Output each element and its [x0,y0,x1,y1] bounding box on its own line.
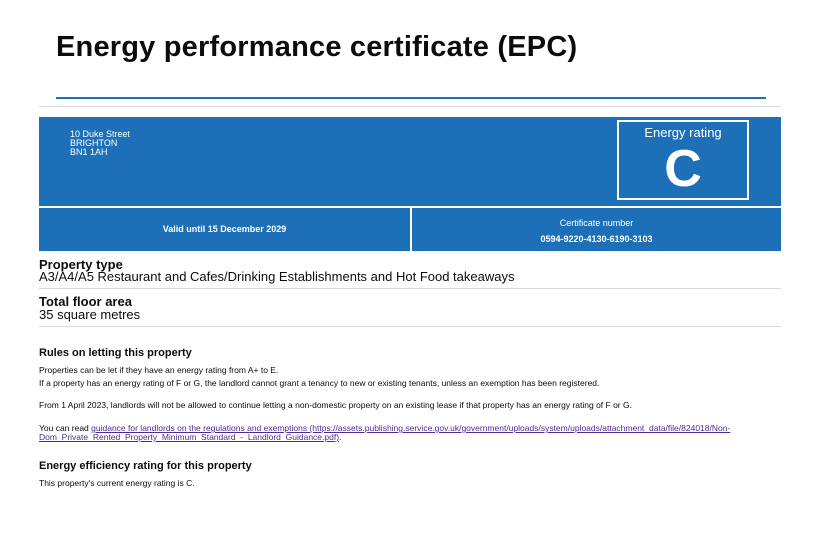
letting-rule-paragraph: Properties can be let if they have an energy rating from A+ to E. [39,365,279,375]
guidance-paragraph [39,424,759,442]
floor-area-heading: Total floor area [39,294,132,309]
efficiency-rating-heading: Energy efficiency rating for this property [39,460,252,472]
letting-rules-heading: Rules on letting this property [39,347,192,359]
epc-summary-banner [39,117,781,251]
section-divider [39,288,781,289]
address-line: BRIGHTON [70,138,118,148]
property-type-heading: Property type [39,257,123,272]
section-divider [39,326,781,327]
letting-rule-paragraph: If a property has an energy rating of F or G, the landlord cannot grant a tenancy to new or existing tenants, unless an exemption has been registered. [39,378,600,388]
property-address [70,130,130,157]
landlord-guidance-link[interactable]: guidance for landlords on the regulations and exemptions (https://assets.publishing.service.gov.uk/government/uploads/system/uploads/attachment_data/file/824018/Non-Dom_Private_Rented_Property_Minimum_Standard_-_Landlord_Guidance.pdf) [39,423,731,442]
title-underline [56,97,766,99]
certificate-number: 0594-9220-4130-6190-3103 [540,234,653,244]
energy-rating-box [617,120,749,200]
address-line: BN1 1AH [70,147,108,157]
certificate-number-label: Certificate number [559,218,634,228]
floor-area-value: 35 square metres [39,307,141,322]
certificate-info [412,208,781,251]
address-line: 10 Duke Street [70,129,131,139]
property-type-value: A3/A4/A5 Restaurant and Cafes/Drinking Establishments and Hot Food takeaways [39,269,515,284]
energy-rating-letter: C [664,140,702,198]
letting-rule-paragraph: From 1 April 2023, landlords will not be allowed to continue letting a non-domestic property on an existing lease if that property has an energy rating of F or G. [39,400,632,410]
header-divider [39,106,781,107]
efficiency-rating-text: This property's current energy rating is C. [39,478,195,488]
page-title: Energy performance certificate (EPC) [56,31,578,63]
valid-until: Valid until 15 December 2029 [162,224,287,234]
guidance-suffix: . [339,432,342,442]
guidance-prefix: You can read [39,423,92,433]
energy-rating-label: Energy rating [644,125,722,140]
